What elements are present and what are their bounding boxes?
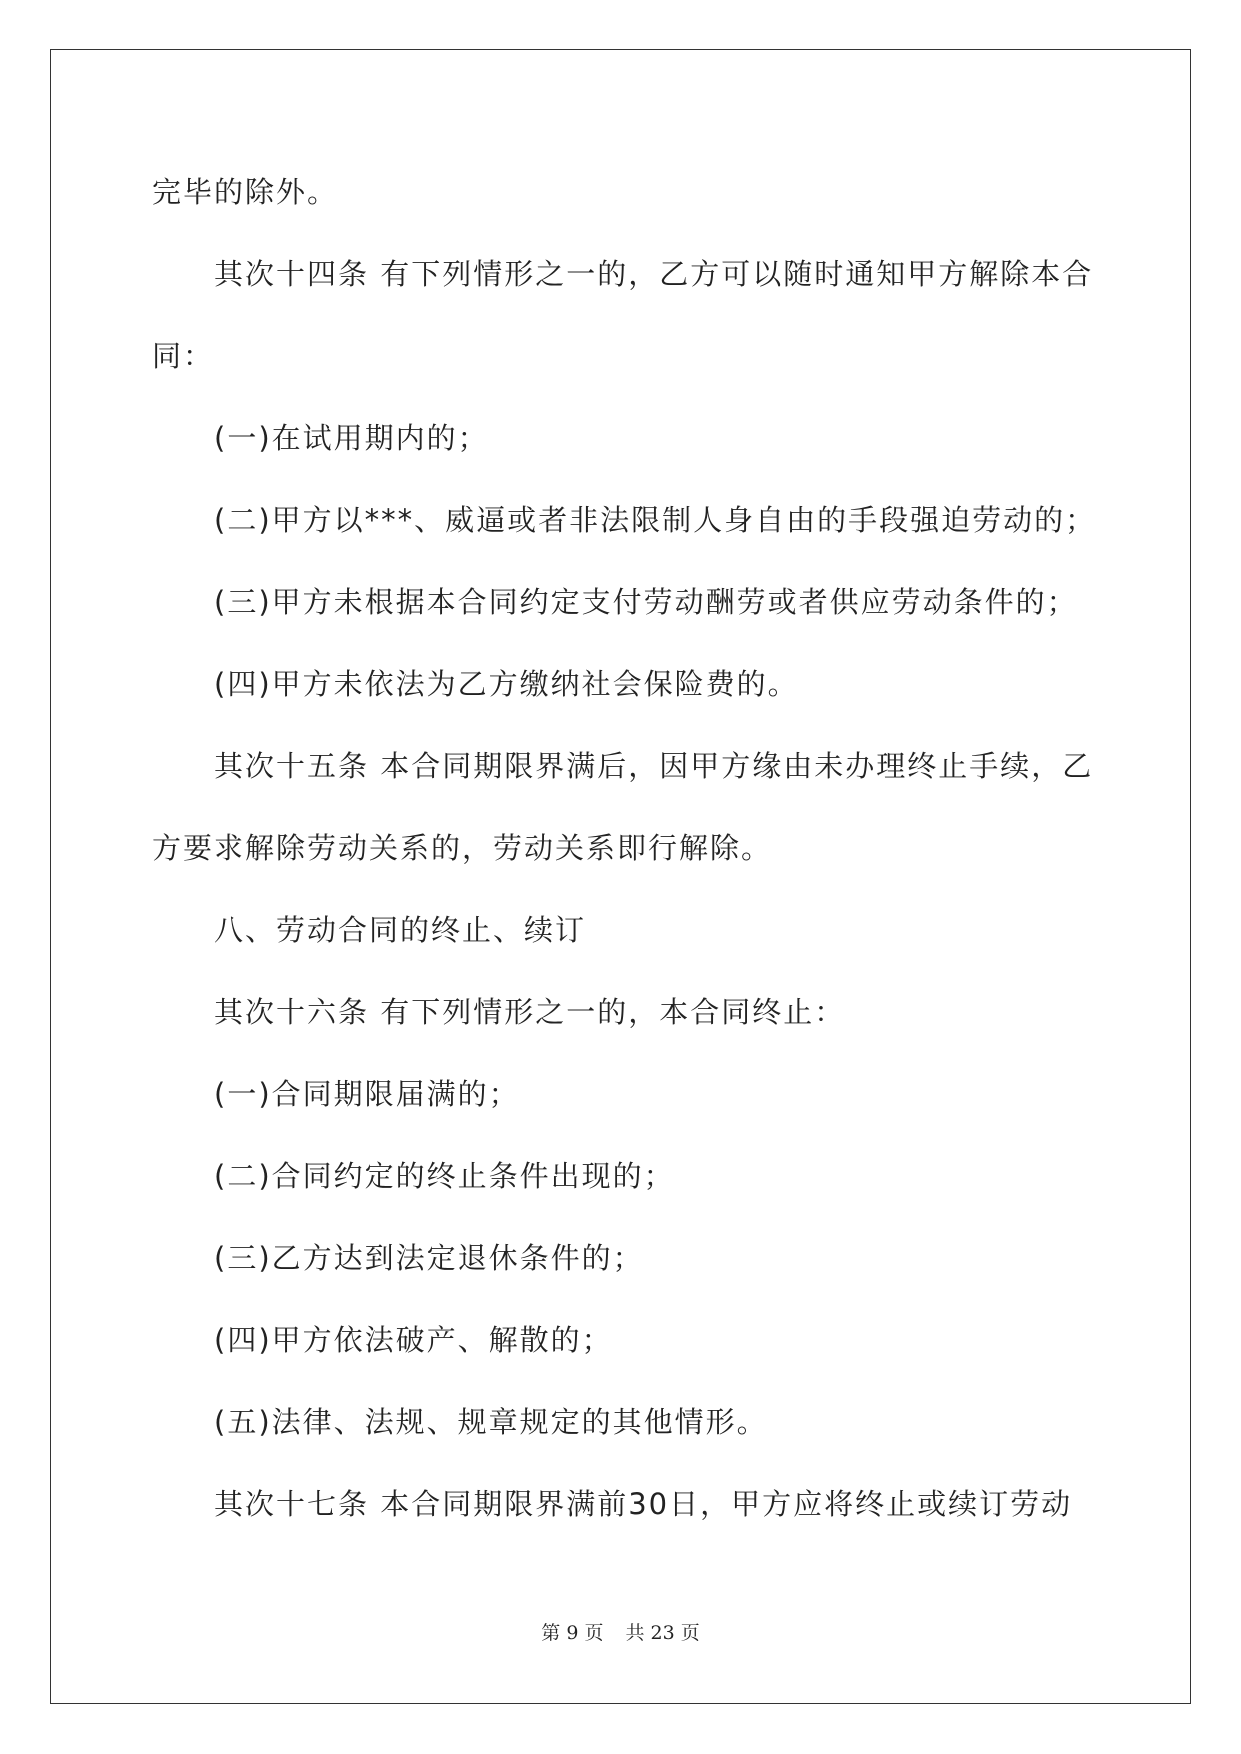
page-total: 共 23 页: [625, 1622, 700, 1644]
text-line: (一)合同期限届满的；: [214, 1077, 520, 1111]
text-line: 其次十七条 本合同期限界满前30日，甲方应将终止或续订劳动: [214, 1487, 1073, 1521]
text-line: (一)在试用期内的；: [214, 421, 489, 455]
text-line: (三)甲方未根据本合同约定支付劳动酬劳或者供应劳动条件的；: [214, 585, 1078, 619]
text-line: (二)合同约定的终止条件出现的；: [214, 1159, 675, 1193]
text-line: (四)甲方依法破产、解散的；: [214, 1323, 613, 1357]
page-number: 第 9 页: [541, 1622, 604, 1644]
text-line: (五)法律、法规、规章规定的其他情形。: [214, 1405, 768, 1439]
text-line: (四)甲方未依法为乙方缴纳社会保险费的。: [214, 667, 799, 701]
text-line: 完毕的除外。: [152, 175, 339, 209]
section-heading: 八、劳动合同的终止、续订: [214, 913, 587, 947]
page-footer: [0, 1618, 1241, 1645]
text-line: (二)甲方以***、威逼或者非法限制人身自由的手段强迫劳动的；: [214, 503, 1097, 537]
text-line: (三)乙方达到法定退休条件的；: [214, 1241, 644, 1275]
text-line: 其次十五条 本合同期限界满后，因甲方缘由未办理终止手续，乙: [214, 749, 1094, 783]
text-line: 其次十四条 有下列情形之一的，乙方可以随时通知甲方解除本合: [214, 257, 1094, 291]
text-line: 方要求解除劳动关系的，劳动关系即行解除。: [152, 831, 773, 865]
text-line: 同：: [152, 339, 215, 373]
text-line: 其次十六条 有下列情形之一的，本合同终止：: [214, 995, 846, 1029]
page-border: [50, 49, 1191, 1704]
